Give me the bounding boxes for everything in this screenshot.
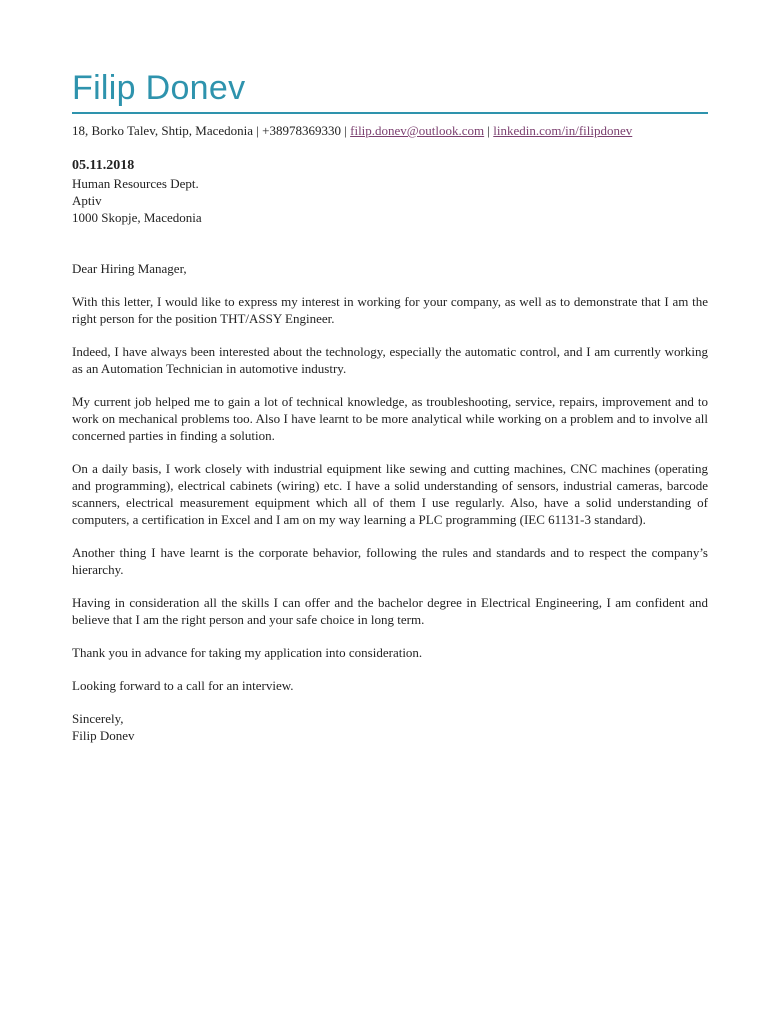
email-link[interactable]: filip.donev@outlook.com: [350, 123, 485, 138]
salutation: Dear Hiring Manager,: [72, 261, 187, 276]
recipient-block: [72, 157, 202, 226]
paragraph: On a daily basis, I work closely with industrial equipment like sewing and cutting machines, CNC machines (operating and programming), electrical cabinets (wiring) etc. I have a solid understanding of sensors, industrial cameras, barcode scanners, electrical measurement equipment which all of them I use regularly. Also, have a solid understanding of computers, a certification in Excel and I am on my way learning a PLC programming (IEC 61131-3 standard).: [72, 461, 708, 527]
paragraph: My current job helped me to gain a lot of technical knowledge, as troubleshooting, service, repairs, improvement and to work on mechanical problems too. Also I have learnt to be more analytical while working on a problem and to involve all concerned parties in finding a solution.: [72, 394, 708, 443]
closing-block: [72, 710, 708, 744]
closing: Sincerely,: [72, 711, 124, 726]
contact-separator: |: [341, 123, 351, 138]
recipient-company: Aptiv: [72, 193, 102, 208]
paragraph: Looking forward to a call for an interview.: [72, 678, 294, 693]
linkedin-link[interactable]: linkedin.com/in/filipdonev: [493, 123, 633, 138]
contact-separator: |: [484, 123, 494, 138]
paragraph: Thank you in advance for taking my application into consideration.: [72, 645, 423, 660]
letter-body: [72, 260, 708, 744]
paragraph: Indeed, I have always been interested about the technology, especially the automatic control, and I am currently working as an Automation Technician in automotive industry.: [72, 344, 708, 376]
recipient-department: Human Resources Dept.: [72, 176, 199, 191]
signature: Filip Donev: [72, 728, 135, 743]
paragraph: Having in consideration all the skills I can offer and the bachelor degree in Electrical Engineering, I am confident and believe that I am the right person and your safe choice in long term.: [72, 595, 708, 627]
paragraph: Another thing I have learnt is the corporate behavior, following the rules and standards and to respect the company’s hierarchy.: [72, 545, 708, 577]
header-divider: [72, 112, 708, 114]
contact-line: [72, 122, 732, 139]
recipient-address: 1000 Skopje, Macedonia: [72, 210, 202, 225]
contact-phone: +38978369330: [262, 123, 342, 138]
contact-address: 18, Borko Talev, Shtip, Macedonia: [72, 123, 254, 138]
applicant-name: Filip Donev: [72, 69, 246, 107]
letter-date: 05.11.2018: [72, 158, 135, 173]
contact-separator: |: [253, 123, 263, 138]
paragraph: With this letter, I would like to express my interest in working for your company, as well as to demonstrate that I am the right person for the position THT/ASSY Engineer.: [72, 294, 708, 326]
